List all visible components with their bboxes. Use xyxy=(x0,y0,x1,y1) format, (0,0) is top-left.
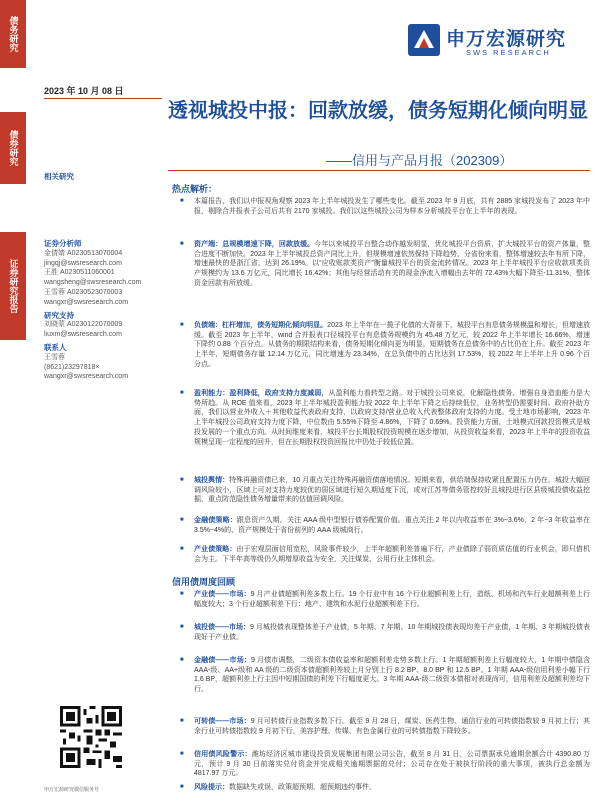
paragraph-financial-bonds: ■ 金融债策略：跟息资产久期，关注 AAA 级中型银行债券配置价值。重点关注 2 年以内收益率在 3%~3.6%，2 年~3 年收益率在 3.5%~4%的、资产规模处于省份前列的 AAA 级城商行。 xyxy=(172,516,590,535)
logo-text-en: SWS RESEARCH xyxy=(466,48,551,57)
paragraph-liabilities: ■ 负债端：杠杆增加，债务短期化倾向明显。2023 年上半年在一揽子化债的大背景下，城投平台有息债务规模温和增长，但增速放缓。截至 2023 年上半年，wind 合并报表口径城投平台有息债务规模约为 45.48 万亿元，较 2022 年上半年增长 16.66%，增速下降约 0.88 个百分点。从债务的期限结构来看，债务短期化倾向更为明显，短期债务在总债务中的占比仍在上升。截至 2023 年上半年，短期债务存量 12.14 万亿元，同比增速为 23.34%，在总负债中的占比达到 17.53%，较 2022 年上半年上升 0.96 个百分点。 xyxy=(172,321,590,370)
paragraph-risk-notice: ■ 风险提示：数据缺失或误，政策超预期，超预期违约事件。 xyxy=(172,783,590,793)
related-research-label: 相关研究 xyxy=(44,172,74,181)
contact-email[interactable]: wangxr@swsresearch.com xyxy=(44,373,129,381)
report-title: 透视城投中报：回款放缓，债务短期化倾向明显 xyxy=(168,100,588,122)
analyst-sidebar xyxy=(44,236,162,382)
analyst-email[interactable]: jingqj@swsresearch.com xyxy=(44,259,122,267)
contact-heading: 联系人 xyxy=(44,342,67,352)
qr-caption: 申万宏源研究微信服务号 xyxy=(44,787,100,793)
logo-text-cn: 申万宏源研究 xyxy=(446,29,567,50)
paragraph-intro: ■ 本篇报告，我们以中报视角观察 2023 年上半年城投发生了哪些变化。截至 2023 年 9 月底，共有 2885 家城投发布了 2023 年中报，剔除合并报表子公司后共有 2170 家城投。我们以这些城投公司为样本分析城投平台在上半年的表现。 xyxy=(172,197,590,216)
paragraph-industrial-bonds: ■ 产业债策略：由于宏观层面信用宽松，风险事件较少，上半年超额利差普遍下行，产业债除了弱资质估值的行业机会，即只借机会为主。下半年高等级仍久期增厚收益为安全，关注煤炭、公用行业主体机会。 xyxy=(172,545,590,564)
hot-topics-heading: 热点解析： xyxy=(172,184,218,194)
contact-line: 王雪蓉 xyxy=(44,353,65,361)
analyst-heading: 证券分析师 xyxy=(44,239,82,248)
vertical-tab-securities-report: 证券研究报告 xyxy=(0,232,26,340)
report-date: 2023 年 10 月 08 日 xyxy=(44,86,124,96)
sws-logo-icon xyxy=(406,22,442,58)
analyst-line: 金倩婧 A0230513070004 xyxy=(44,249,123,257)
support-email[interactable]: liuxm@swsresearch.com xyxy=(44,331,122,339)
analyst-email[interactable]: wangxr@swsresearch.com xyxy=(44,298,129,306)
paragraph-sentiment: ■ 城投舆情：特殊再融资债已来，10 月重点关注特殊再融资债落地情况。短期来看，供给端保持收紧且配置压力仍在，城投大幅回调风险较小，区域上可对支持力度较优的弱区域进行短久期适度下沉，或对江苏等债务管控较好且城投进行区县级城投债收益挖掘，重点防范隐性债务增量带来的估值回调风险。 xyxy=(172,476,590,505)
support-heading: 研究支持 xyxy=(44,310,74,320)
paragraph-industrial-market: ■ 产业债——市场：9 月产业债超额利差多数上行。19 个行业中有 16 个行业超额利差上行，造纸、机场和汽车行业超额利差上行幅度较大；3 个行业超额利差下行：地产、建筑和水泥行业超额利差下行。 xyxy=(172,590,590,609)
analyst-line: 王胜 A0230511060001 xyxy=(44,269,115,277)
paragraph-assets: ■ 资产端：总规模增速下降，回款放缓。今年以来城投平台整合动作越发明显，优化城投平台资质，扩大城投平台的资产体量，整合进度不断加快。2023 年上半年城投总资产同比上升，但规模增速依然保持下降趋势，分省份来看，整体增速较去年有所下降，增速最快的是浙江省，达到 26.19%。以“应收账款类资产”衡量城投平台的资金流转情况。2023 年上半年城投平台应收款项类资产规模约为 13.6 万亿元，同比增长 16.42%；其他与经营活动有关的现金净流入增幅由去年的 72.43%大幅下降至-11.31%，整体资金回款有所放缓。 xyxy=(172,240,590,289)
paragraph-risk-warning: ■ 信用债风险警示：潍坊经济区城市建设投资发展集团有限公司公告，截至 8 月 31 日，公司票据承兑逾期余额合计 4390.80 万元，预计 9 月 30 日前落实兑付资金并完成相关逾期票据的兑付；公司存在处于被执行阶段的重大事项，被执行总金额为 4817.97 万元。 xyxy=(172,750,590,779)
divider xyxy=(44,98,162,99)
paragraph-convertible-market: ■ 可转债——市场：9 月可转债行业指数多数下行。截至 9 月 28 日，煤炭、医药生物、通信行业的可转债指数较 9 月初上行；其余行业可转债指数较 9 月初下行，美容护理、传媒、有色金属行业的可转债指数下降较多。 xyxy=(172,717,590,736)
paragraph-urban-market: ■ 城投债——市场：9 月城投债表现整体差于产业债，5 年期、7 年期、10 年期城投债表现均差于产业债，1 年期、3 年期城投债表现好于产业债。 xyxy=(172,623,590,642)
analyst-email[interactable]: wangsheng@swsresearch.com xyxy=(44,279,142,287)
vertical-tab-debt-research: 债务研究 xyxy=(0,0,26,68)
vertical-tab-bond-research: 债券研究 xyxy=(0,112,26,184)
paragraph-profitability: ■ 盈利能力：盈利降低，政府支持力度减弱，从盈利能力看转型之路。对于城投公司来说，化解隐性债务、增强自身造血能力是大势所趋。从 ROE 值来看，2023 年上半年城投盈利能力较 2022 年上半年下降之后持续低位，业务转型仍需要时间。政府补助方面，我们以营业外收入＋其他收益代表政府支持，以政府支持/营业总收入代表整体政府支持的力度。受土地市场影响，2023 年上半年城投公司政府支持力度下降，中位数由 5.55%下降至 4.86%，下降了 0.69%。投资能力方面，土地模式回款投资模式是城投发展的一个重点方向。从时间维度来看，城投平台长期股权投资规模在逐步增加，从投资收益来看，2023 年上半年的投资收益规模呈现一定程度的回升，但在长期股权投资回报比中仍处于较低位置。 xyxy=(172,389,590,447)
paragraph-financial-market: ■ 金融债——市场：9 月债市调整，二级资本债收益率和超额利差走势多数上行。1 年期超额利差上行幅度较大，1 年期中债隐含 AAA-级、AA+级和 AA 级的二级资本债超额利差较上月分别上行 8.2 BP、8.0 BP 和 12.5 BP。1 年期 AAA-级信用利差小幅下行 1.6 BP，超额利差上行主因中短期国债的利差下行幅度更大。3 年期 AAA-级二级资本债相对表现尚可，信用利差及超额利差均下行。 xyxy=(172,656,590,695)
qr-code-icon[interactable] xyxy=(60,706,122,768)
support-line: 刘晓蒙 A0230122070009 xyxy=(44,321,123,329)
analyst-line: 王雪蓉 A0230523070003 xyxy=(44,288,123,296)
report-subtitle: ——信用与产品月报（202309） xyxy=(326,153,513,168)
sws-logo xyxy=(406,20,586,70)
divider xyxy=(168,170,590,171)
contact-phone: (8621)23297818× xyxy=(44,363,100,371)
weekly-review-heading: 信用债周度回顾 xyxy=(172,577,236,587)
